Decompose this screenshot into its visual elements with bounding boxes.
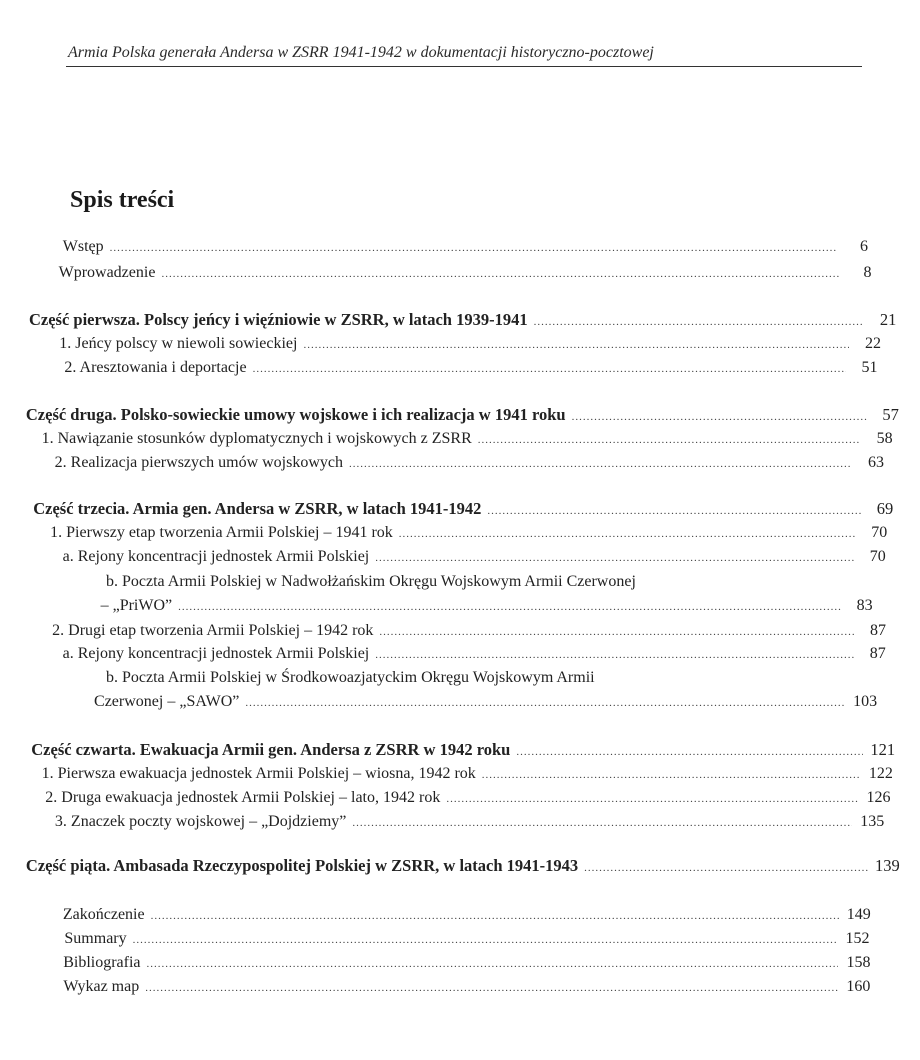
toc-entry-4-1 (0, 763, 920, 785)
toc-page-number: 57 (882, 405, 899, 424)
toc-entry-label: Czerwonej – „SAWO” (94, 693, 240, 710)
leader-dots (147, 953, 839, 975)
toc-page-number: 22 (864, 335, 881, 352)
leader-dots (572, 406, 867, 428)
leader-dots (151, 905, 839, 927)
toc-part-4 (0, 739, 920, 761)
toc-entry-2-1 (0, 428, 920, 450)
toc-entry-label: Wstęp (62, 238, 104, 255)
toc-entry-label: 2. Realizacja pierwszych umów wojskowych (54, 454, 343, 471)
leader-dots (178, 596, 840, 618)
toc-page-number: 8 (863, 264, 872, 281)
toc-page-number: 87 (870, 622, 887, 639)
toc-page-number: 126 (866, 789, 891, 806)
leader-dots (349, 453, 852, 475)
toc-entry-wprowadzenie (0, 262, 920, 284)
running-header: Armia Polska generała Andersa w ZSRR 1941-1942 w dokumentacji historyczno-pocztowej (68, 44, 654, 61)
toc-page-number: 87 (869, 645, 886, 662)
leader-dots (584, 857, 868, 879)
leader-dots (145, 977, 838, 999)
toc-page-number: 139 (874, 856, 900, 875)
toc-part-1 (0, 309, 920, 331)
toc-page-number: 6 (859, 238, 868, 255)
leader-dots (110, 237, 836, 259)
toc-page-number: 69 (876, 499, 894, 518)
toc-entry-label: 2. Drugi etap tworzenia Armii Polskiej – 1942 rok (52, 622, 374, 639)
toc-entry-bibliografia (0, 952, 920, 974)
toc-page-number: 122 (868, 765, 893, 782)
toc-entry-label: 1. Nawiązanie stosunków dyplomatycznych i wojskowych z ZSRR (41, 430, 472, 447)
toc-page-number: 158 (846, 954, 871, 971)
toc-entry-3-2b (0, 691, 920, 713)
toc-page-number: 58 (876, 430, 893, 447)
toc-entry-3-1b (0, 595, 920, 617)
leader-dots (133, 929, 838, 951)
toc-entry-3-2a (0, 643, 920, 665)
toc-part-title: Część piąta. Ambasada Rzeczypospolitej Polskiej w ZSRR, w latach 1941-1943 (25, 856, 579, 875)
toc-entry-3-2b-line1: b. Poczta Armii Polskiej w Środkowoazjatyckim Okręgu Wojskowym Armii (106, 669, 595, 686)
toc-page-number: 152 (845, 930, 870, 947)
leader-dots (161, 263, 839, 285)
toc-page-number: 121 (870, 740, 896, 759)
toc-page-number: 135 (860, 813, 885, 830)
toc-page-number: 70 (871, 524, 888, 541)
leader-dots (379, 621, 854, 643)
toc-page-number: 70 (869, 548, 886, 565)
toc-entry-label: Wprowadzenie (58, 264, 156, 281)
leader-dots (245, 692, 845, 714)
leader-dots (446, 788, 858, 810)
toc-entry-label: 2. Aresztowania i deportacje (64, 359, 247, 376)
leader-dots (375, 547, 854, 569)
toc-part-3 (0, 498, 920, 520)
toc-page-number: 21 (879, 310, 897, 329)
toc-part-title: Część trzecia. Armia gen. Andersa w ZSRR, w latach 1941-1942 (33, 499, 482, 518)
toc-entry-3-2 (0, 620, 920, 642)
leader-dots (352, 812, 852, 834)
toc-title: Spis treści (70, 187, 175, 213)
toc-entry-label: 1. Pierwszy etap tworzenia Armii Polskiej – 1941 rok (50, 524, 393, 541)
toc-entry-label: Summary (64, 930, 127, 947)
toc-entry-label: 3. Znaczek poczty wojskowej – „Dojdziemy” (54, 813, 347, 830)
toc-entry-3-1a (0, 546, 920, 568)
toc-entry-1-2 (0, 357, 920, 379)
toc-entry-zakonczenie (0, 904, 920, 926)
toc-entry-label: a. Rejony koncentracji jednostek Armii Polskiej (62, 548, 370, 565)
toc-entry-wykaz-map (0, 976, 920, 998)
toc-page-number: 160 (846, 978, 871, 995)
toc-part-title: Część druga. Polsko-sowieckie umowy wojskowe i ich realizacja w 1941 roku (25, 405, 566, 424)
toc-entry-label: – „PriWO” (100, 597, 173, 614)
toc-entry-1-1 (0, 333, 920, 355)
toc-entry-2-2 (0, 452, 920, 474)
leader-dots (487, 500, 861, 522)
toc-entry-label: 2. Druga ewakuacja jednostek Armii Polskiej – lato, 1942 rok (45, 789, 441, 806)
toc-page-number: 83 (856, 597, 873, 614)
toc-entry-summary (0, 928, 920, 950)
toc-part-2 (0, 404, 920, 426)
toc-entry-label: a. Rejony koncentracji jednostek Armii Polskiej (62, 645, 370, 662)
toc-part-title: Część pierwsza. Polscy jeńcy i więźniowie w ZSRR, w latach 1939-1941 (28, 310, 528, 329)
leader-dots (534, 311, 865, 333)
leader-dots (399, 523, 856, 545)
leader-dots (478, 429, 861, 451)
leader-dots (253, 358, 846, 380)
toc-entry-4-2 (0, 787, 920, 809)
leader-dots (303, 334, 849, 356)
leader-dots (375, 644, 854, 666)
toc-entry-3-1 (0, 522, 920, 544)
toc-page-number: 149 (846, 906, 871, 923)
leader-dots (516, 741, 863, 763)
toc-entry-label: Bibliografia (63, 954, 141, 971)
toc-page-number: 63 (867, 454, 884, 471)
toc-part-title: Część czwarta. Ewakuacja Armii gen. Andersa z ZSRR w 1942 roku (31, 740, 511, 759)
toc-entry-wstep (0, 236, 920, 258)
toc-page-number: 103 (853, 693, 878, 710)
toc-entry-label: 1. Jeńcy polscy w niewoli sowieckiej (59, 335, 298, 352)
toc-entry-4-3 (0, 811, 920, 833)
toc-entry-3-1b-line1: b. Poczta Armii Polskiej w Nadwołżańskim Okręgu Wojskowym Armii Czerwonej (106, 573, 636, 590)
leader-dots (482, 764, 861, 786)
toc-entry-label: Zakończenie (62, 906, 145, 923)
toc-page-number: 51 (861, 359, 878, 376)
toc-part-5 (0, 855, 920, 877)
toc-entry-label: Wykaz map (63, 978, 140, 995)
toc-entry-label: 1. Pierwsza ewakuacja jednostek Armii Polskiej – wiosna, 1942 rok (41, 765, 476, 782)
